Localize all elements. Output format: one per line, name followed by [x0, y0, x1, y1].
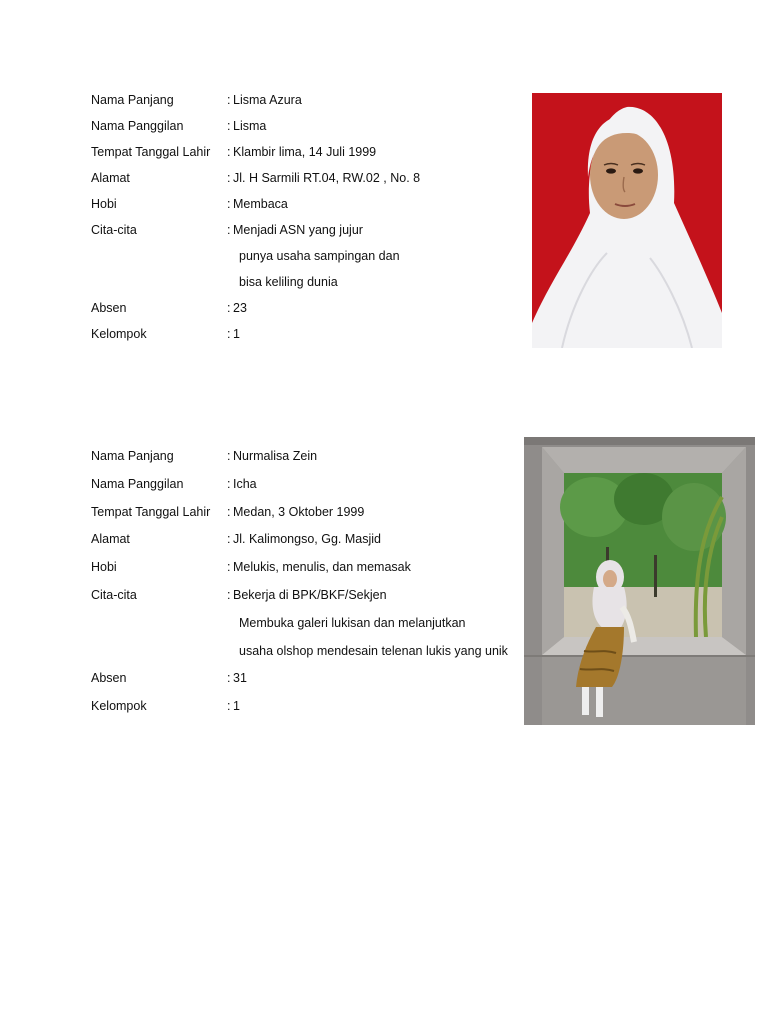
field-value: 31: [233, 671, 247, 686]
field-label: Nama Panjang: [91, 93, 174, 107]
field-row: [91, 670, 521, 698]
field-value: Membaca: [233, 197, 288, 211]
field-label: Nama Panggilan: [91, 476, 184, 491]
field-value: punya usaha sampingan dan: [239, 249, 400, 263]
field-label: Nama Panggilan: [91, 119, 184, 133]
field-separator: :: [227, 327, 231, 341]
field-row-continuation: [91, 615, 521, 643]
profile-nurmalisa: [91, 448, 521, 726]
field-separator: :: [227, 119, 231, 133]
field-value: Jl. H Sarmili RT.04, RW.02 , No. 8: [233, 171, 421, 185]
field-value: Bekerja di BPK/BKF/Sekjen: [233, 587, 387, 602]
field-separator: :: [227, 476, 231, 491]
field-row: [91, 222, 521, 248]
field-row: [91, 118, 521, 144]
field-row: [91, 559, 521, 587]
field-value: 23: [233, 301, 247, 315]
field-separator: :: [227, 171, 231, 185]
field-separator: :: [227, 223, 231, 237]
field-value: Lisma Azura: [233, 93, 302, 107]
field-row: [91, 531, 521, 559]
field-label: Tempat Tanggal Lahir: [91, 145, 211, 159]
field-row: [91, 92, 521, 118]
field-label: Kelompok: [91, 699, 147, 714]
field-label: Hobi: [91, 197, 117, 211]
field-value: Membuka galeri lukisan dan melanjutkan: [239, 615, 466, 630]
field-value: usaha olshop mendesain telenan lukis yang unik: [239, 643, 508, 658]
field-row: [91, 144, 521, 170]
field-separator: :: [227, 587, 231, 602]
field-value: Melukis, menulis, dan memasak: [233, 560, 411, 575]
field-label: Absen: [91, 301, 127, 315]
field-label: Hobi: [91, 560, 117, 575]
field-separator: :: [227, 504, 231, 519]
field-label: Nama Panjang: [91, 449, 174, 463]
field-label: [91, 615, 227, 643]
field-separator: :: [227, 449, 231, 463]
field-label: Cita-cita: [91, 587, 137, 602]
field-label: Alamat: [91, 171, 130, 185]
field-value: Nurmalisa Zein: [233, 449, 318, 463]
field-value: 1: [233, 327, 240, 341]
field-label: Tempat Tanggal Lahir: [91, 504, 211, 519]
field-separator: :: [227, 532, 231, 547]
field-row: [91, 170, 521, 196]
field-separator: :: [227, 560, 231, 575]
field-row: [91, 504, 521, 532]
profile-lisma: [91, 92, 521, 352]
field-label: Kelompok: [91, 327, 147, 341]
field-separator: :: [227, 301, 231, 315]
field-value: Lisma: [233, 119, 267, 133]
field-row: [91, 196, 521, 222]
field-separator: :: [227, 145, 231, 159]
field-row-continuation: [91, 248, 521, 274]
field-value: 1: [233, 699, 240, 714]
field-separator: :: [227, 671, 231, 686]
field-separator: :: [227, 699, 231, 714]
field-value: Jl. Kalimongso, Gg. Masjid: [233, 532, 381, 547]
field-label: Alamat: [91, 532, 130, 547]
field-value: Klambir lima, 14 Juli 1999: [233, 145, 377, 159]
field-label: [91, 643, 227, 671]
field-row-continuation: [91, 274, 521, 300]
field-label: Cita-cita: [91, 223, 137, 237]
profile-photo-nurmalisa: [524, 437, 755, 725]
field-label: Absen: [91, 671, 127, 686]
field-value: Icha: [233, 476, 257, 491]
field-value: bisa keliling dunia: [239, 275, 338, 289]
field-value: Menjadi ASN yang jujur: [233, 223, 363, 237]
field-value: Medan, 3 Oktober 1999: [233, 504, 365, 519]
field-row: [91, 326, 521, 352]
profile-photo-lisma: [532, 93, 722, 348]
field-row: [91, 300, 521, 326]
field-separator: :: [227, 197, 231, 211]
field-row-continuation: [91, 643, 521, 671]
field-row: [91, 476, 521, 504]
field-label: [91, 248, 227, 274]
field-separator: :: [227, 93, 231, 107]
field-row: [91, 587, 521, 615]
field-row: [91, 448, 521, 476]
field-label: [91, 274, 227, 300]
field-row: [91, 698, 521, 726]
